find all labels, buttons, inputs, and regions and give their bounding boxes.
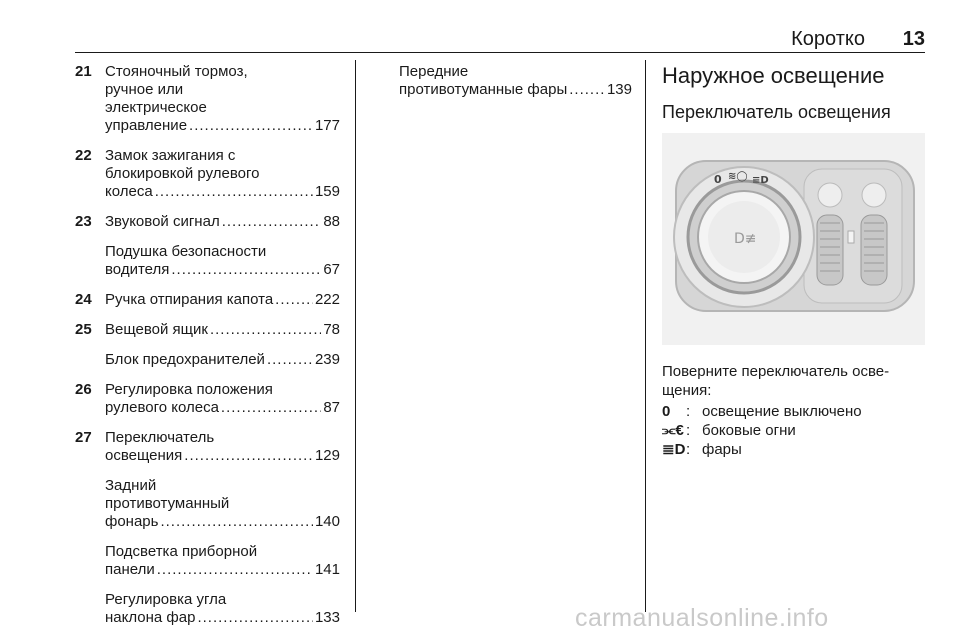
leader-dots xyxy=(267,351,313,369)
entry-line: ручное или xyxy=(105,81,184,98)
svg-text:D≢: D≢ xyxy=(734,231,757,247)
item-number: 24 xyxy=(75,291,92,308)
entry-line: Регулировка угла xyxy=(105,591,227,608)
article-heading: Наружное освещение xyxy=(662,63,885,88)
article-subheading: Переключатель освещения xyxy=(662,102,891,122)
page-reference: 78 xyxy=(323,321,340,338)
item-number: 26 xyxy=(75,381,92,398)
index-leader-line xyxy=(105,291,340,309)
legend-text: фары xyxy=(702,441,742,458)
page-reference: 239 xyxy=(314,351,340,368)
entry-body xyxy=(105,381,340,417)
entry-body xyxy=(105,477,340,531)
index-entry xyxy=(75,213,340,231)
index-term: панели xyxy=(105,561,155,578)
section-title: Коротко xyxy=(791,28,865,50)
leader-dots xyxy=(210,321,321,339)
index-leader-line xyxy=(105,561,340,579)
legend-colon: : xyxy=(686,422,691,439)
index-leader-line xyxy=(399,81,632,99)
index-entry xyxy=(75,477,340,531)
leader-dots xyxy=(197,609,313,627)
index-leader-line xyxy=(105,183,340,201)
side-lights-icon: ⫘€ xyxy=(662,422,684,439)
legend-row xyxy=(662,440,927,459)
index-entry xyxy=(75,381,340,417)
paragraph-line: Поверните переключатель осве- xyxy=(662,363,890,380)
legend-text: освещение выключено xyxy=(702,403,862,420)
switch-position-legend xyxy=(662,402,927,459)
entry-line: Подушка безопасности xyxy=(105,243,267,260)
article-column xyxy=(662,63,927,123)
page-reference: 133 xyxy=(314,609,340,626)
page-reference: 140 xyxy=(314,513,340,530)
index-leader-line xyxy=(105,399,340,417)
entry-line: Переключатель xyxy=(105,429,215,446)
entry-line: Задний xyxy=(105,477,157,494)
entry-body xyxy=(105,591,340,627)
item-number: 21 xyxy=(75,63,92,80)
legend-colon: : xyxy=(686,441,691,458)
legend-row xyxy=(662,402,927,421)
column-divider-2 xyxy=(645,60,646,612)
index-term: противотуманные фары xyxy=(399,81,568,98)
entry-body xyxy=(105,321,340,339)
page-reference: 222 xyxy=(314,291,340,308)
page-reference: 87 xyxy=(323,399,340,416)
legend-row xyxy=(662,421,927,440)
entry-body xyxy=(105,429,340,465)
leader-dots xyxy=(155,183,313,201)
leader-dots xyxy=(221,399,321,417)
leader-dots xyxy=(275,291,313,309)
entry-body xyxy=(105,243,340,279)
entry-line: противотуманный xyxy=(105,495,230,512)
entry-body xyxy=(105,291,340,309)
paragraph-line: щения: xyxy=(662,382,712,399)
entry-body xyxy=(105,351,340,369)
index-entry xyxy=(75,591,340,627)
index-column xyxy=(75,63,340,639)
entry-line: блокировкой рулевого xyxy=(105,165,260,182)
headlights-icon: ≣D xyxy=(662,441,686,458)
entry-body xyxy=(105,543,340,579)
watermark: carmanualsonline.info xyxy=(575,604,829,632)
off-icon: 0 xyxy=(662,403,671,420)
figure-label-off: 0 xyxy=(714,173,722,186)
page-reference: 129 xyxy=(314,447,340,464)
index-entry xyxy=(75,351,340,369)
page-header xyxy=(75,28,925,52)
index-entry xyxy=(75,291,340,309)
page-reference: 88 xyxy=(323,213,340,230)
item-number: 25 xyxy=(75,321,92,338)
index-term: Блок предохранителей xyxy=(105,351,265,368)
index-leader-line xyxy=(105,213,340,231)
index-leader-line xyxy=(105,117,340,135)
entry-body xyxy=(105,63,340,135)
page-reference: 141 xyxy=(314,561,340,578)
item-number: 27 xyxy=(75,429,92,446)
page-reference: 177 xyxy=(314,117,340,134)
entry-line: электрическое xyxy=(105,99,207,116)
index-entry xyxy=(75,147,340,201)
entry-body xyxy=(105,213,340,231)
index-term: водителя xyxy=(105,261,170,278)
index-leader-line xyxy=(105,351,340,369)
page-reference: 67 xyxy=(323,261,340,278)
index-term: освещения xyxy=(105,447,183,464)
index-term: наклона фар xyxy=(105,609,196,626)
index-line: Передние xyxy=(399,63,469,80)
entry-body xyxy=(105,147,340,201)
index-leader-line xyxy=(105,321,340,339)
leader-dots xyxy=(157,561,313,579)
leader-dots xyxy=(189,117,313,135)
index-entry xyxy=(75,543,340,579)
index-term: Ручка отпирания капота xyxy=(105,291,274,308)
index-term: Звуковой сигнал xyxy=(105,213,220,230)
index-leader-line xyxy=(105,609,340,627)
index-entry xyxy=(75,429,340,465)
index-entry xyxy=(75,321,340,339)
index-term: Вещевой ящик xyxy=(105,321,208,338)
index-continuation xyxy=(399,63,632,99)
index-leader-line xyxy=(105,513,340,531)
index-term: колеса xyxy=(105,183,153,200)
figure-label-head: ≡D xyxy=(752,175,769,186)
leader-dots xyxy=(160,513,313,531)
light-switch-svg xyxy=(662,133,925,345)
page-reference: 159 xyxy=(314,183,340,200)
index-leader-line xyxy=(105,447,340,465)
legend-text: боковые огни xyxy=(702,422,796,439)
leader-dots xyxy=(222,213,322,231)
entry-line: Замок зажигания с xyxy=(105,147,236,164)
index-term: рулевого колеса xyxy=(105,399,219,416)
index-entry xyxy=(75,63,340,135)
figure-label-side: ≋◯ xyxy=(728,171,748,182)
page-reference: 139 xyxy=(606,81,632,98)
leader-dots xyxy=(569,81,605,99)
entry-line: Регулировка положения xyxy=(105,381,273,398)
column-divider-1 xyxy=(355,60,356,612)
header-rule xyxy=(75,52,925,53)
index-leader-line xyxy=(105,261,340,279)
index-term: управление xyxy=(105,117,188,134)
item-number: 23 xyxy=(75,213,92,230)
light-switch-illustration xyxy=(662,133,925,345)
entry-line: Подсветка приборной xyxy=(105,543,258,560)
index-term: фонарь xyxy=(105,513,159,530)
leader-dots xyxy=(171,261,321,279)
legend-colon: : xyxy=(686,403,691,420)
item-number: 22 xyxy=(75,147,92,164)
leader-dots xyxy=(184,447,313,465)
instruction-paragraph xyxy=(662,362,927,400)
index-entry xyxy=(75,243,340,279)
page-number: 13 xyxy=(902,28,925,50)
entry-line: Стояночный тормоз, xyxy=(105,63,248,80)
